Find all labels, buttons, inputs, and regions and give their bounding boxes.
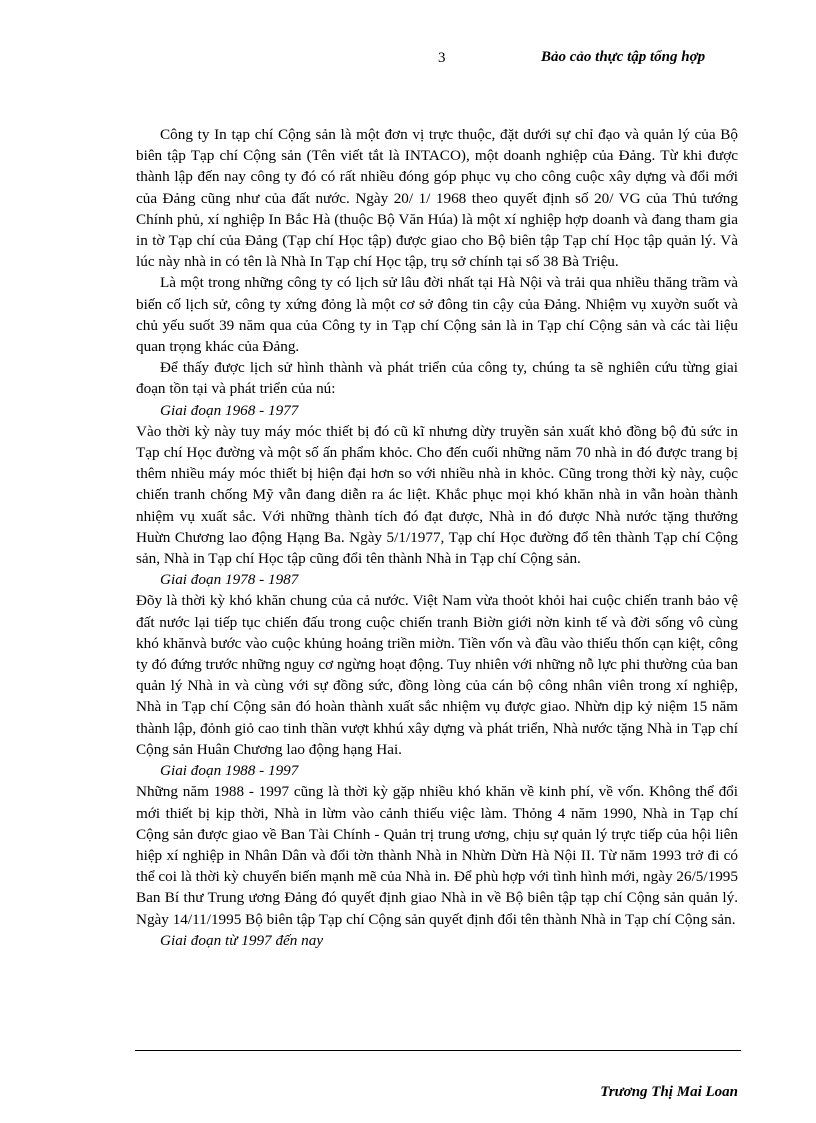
paragraph-overview: Để thấy được lịch sử hình thành và phát triển của công ty, chúng ta sẽ nghiên cứu từng giai đoạn tồn tại và phát triển của nú: xyxy=(136,359,738,398)
paragraph-1978-1987: Đõy là thời kỳ khó khăn chung của cả nước. Việt Nam vừa thoỏt khỏi hai cuộc chiến tranh bảo vệ đất nước lại tiếp tục chiến đấu trong cuộc chiến tranh Biờn giới nờn kinh tế và đời sống vô cùng khó khănvà bước vào cuộc khủng hoảng triền miờn. Tiền vốn và đầu vào thiếu thốn cạn kiệt, công ty đó đứng trước những nguy cơ ngừng hoạt động. Tuy nhiên với những nỗ lực phi thường của ban quản lý Nhà in và cùng với sự đồng sức, đồng lòng của cán bộ công nhân viên trong xí nghiệp, Nhà in Tạp chí Cộng sản đó hoàn thành xuất sắc nhiệm vụ được giao. Nhừn dịp kỷ niệm 15 năm thành lập, đỏnh giỏ cao tinh thần vượt khhú xây dựng và phát triển, Nhà nước tặng Nhà in Tạp chí Cộng sản Huân Chương lao động hạng Hai. xyxy=(136,592,738,758)
paragraph-intro: Công ty In tạp chí Cộng sản là một đơn vị trực thuộc, đặt dưới sự chỉ đạo và quản lý của Bộ biên tập Tạp chí Cộng sản (Tên viết tắt là INTACO), một doanh nghiệp của Đảng. Từ khi được thành lập đến nay công ty đó có rất nhiều đóng góp phục vụ cho công cuộc xây dựng và đổi mới của Đảng cũng như của đất nước. Ngày 20/ 1/ 1968 theo quyết định số 20/ VG của Thủ tướng Chính phủ, xí nghiệp In Bắc Hà (thuộc Bộ Văn Húa) là một xí nghiệp hợp doanh và đang tham gia in tờ Tạp chí của Đảng (Tạp chí Học tập) được giao cho Bộ biên tập Tạp chí Học tập quản lý. Và lúc này nhà in có tên là Nhà In Tạp chí Học tập, trụ sở chính tại số 38 Bà Triệu. xyxy=(136,126,738,271)
section-heading-1978-1987: Giai đoạn 1978 - 1987 xyxy=(160,571,299,589)
footer-author: Trương Thị Mai Loan xyxy=(600,1084,738,1100)
document-body xyxy=(136,124,738,951)
paragraph-1988-1997: Những năm 1988 - 1997 cũng là thời kỳ gặp nhiều khó khăn về kinh phí, về vốn. Không thể đổi mới thiết bị kịp thời, Nhà in lừm vào cảnh thiếu việc làm. Thỏng 4 năm 1990, Nhà in Tạp chí Cộng sản được giao về Ban Tài Chính - Quản trị trung ương, chịu sự quản lý trực tiếp của hội liên hiệp xí nghiệp in Nhân Dân và đổi tờn thành Nhà in Nhừn Dừn Hà Nội II. Từ năm 1993 trở đi có thể coi là thời kỳ chuyển biến mạnh mẽ của Nhà in. Để phù hợp với tình hình mới, ngày 26/5/1995 Ban Bí thư Trung ương Đảng đó quyết định giao Nhà in về Bộ biên tập tạp chí Cộng sản quản lý. Ngày 14/11/1995 Bộ biên tập Tạp chí Cộng sản quyết định đổi tên thành Nhà in Tạp chí Cộng sản. xyxy=(136,783,738,928)
paragraph-1968-1977: Vào thời kỳ này tuy máy móc thiết bị đó cũ kĩ nhưng dừy truyền sản xuất khỏ đồng bộ đủ sức in Tạp chí Học đường và một số ấn phẩm khỏc. Cho đến cuối những năm 70 nhà in đó được trang bị thêm nhiều máy móc thiết bị hiện đại hơn so với nhiều nhà in khỏc. Cũng trong thời kỳ này, cuộc chiến tranh chống Mỹ vẫn đang diễn ra ác liệt. Khắc phục mọi khó khăn nhà in vẫn hoàn thành nhiệm vụ xuất sắc. Với những thành tích đó đạt được, Nhà in đó được Nhà nước tặng thưởng Huừn Chương lao động Hạng Ba. Ngày 5/1/1977, Tạp chí Học đường đổ tên thành Tạp chí Cộng sản, Nhà in Tạp chí Học tập cũng đổi tên thành Nhà in Tạp chí Cộng sản. xyxy=(136,422,738,568)
section-heading-1997-now: Giai đoạn từ 1997 đến nay xyxy=(160,931,324,949)
section-heading-1968-1977: Giai đoạn 1968 - 1977 xyxy=(160,401,299,419)
header-title: Bảo cảo thực tập tổng hợp xyxy=(541,49,706,65)
page-number: 3 xyxy=(438,50,446,66)
footer-divider xyxy=(135,1050,741,1051)
paragraph-history: Là một trong những công ty có lịch sử lâu đời nhất tại Hà Nội và trải qua nhiều thăng trầm và biến cố lịch sử, công ty xứng đỏng là một cơ sở đông tin cậy của Đảng. Nhiệm vụ xuyờn suốt và chủ yếu suốt 39 năm qua của Công ty in Tạp chí Cộng sản là in Tạp chí Cộng sản và các tài liệu quan trọng khác của Đảng. xyxy=(136,274,738,356)
section-heading-1988-1997: Giai đoạn 1988 - 1997 xyxy=(160,762,299,780)
